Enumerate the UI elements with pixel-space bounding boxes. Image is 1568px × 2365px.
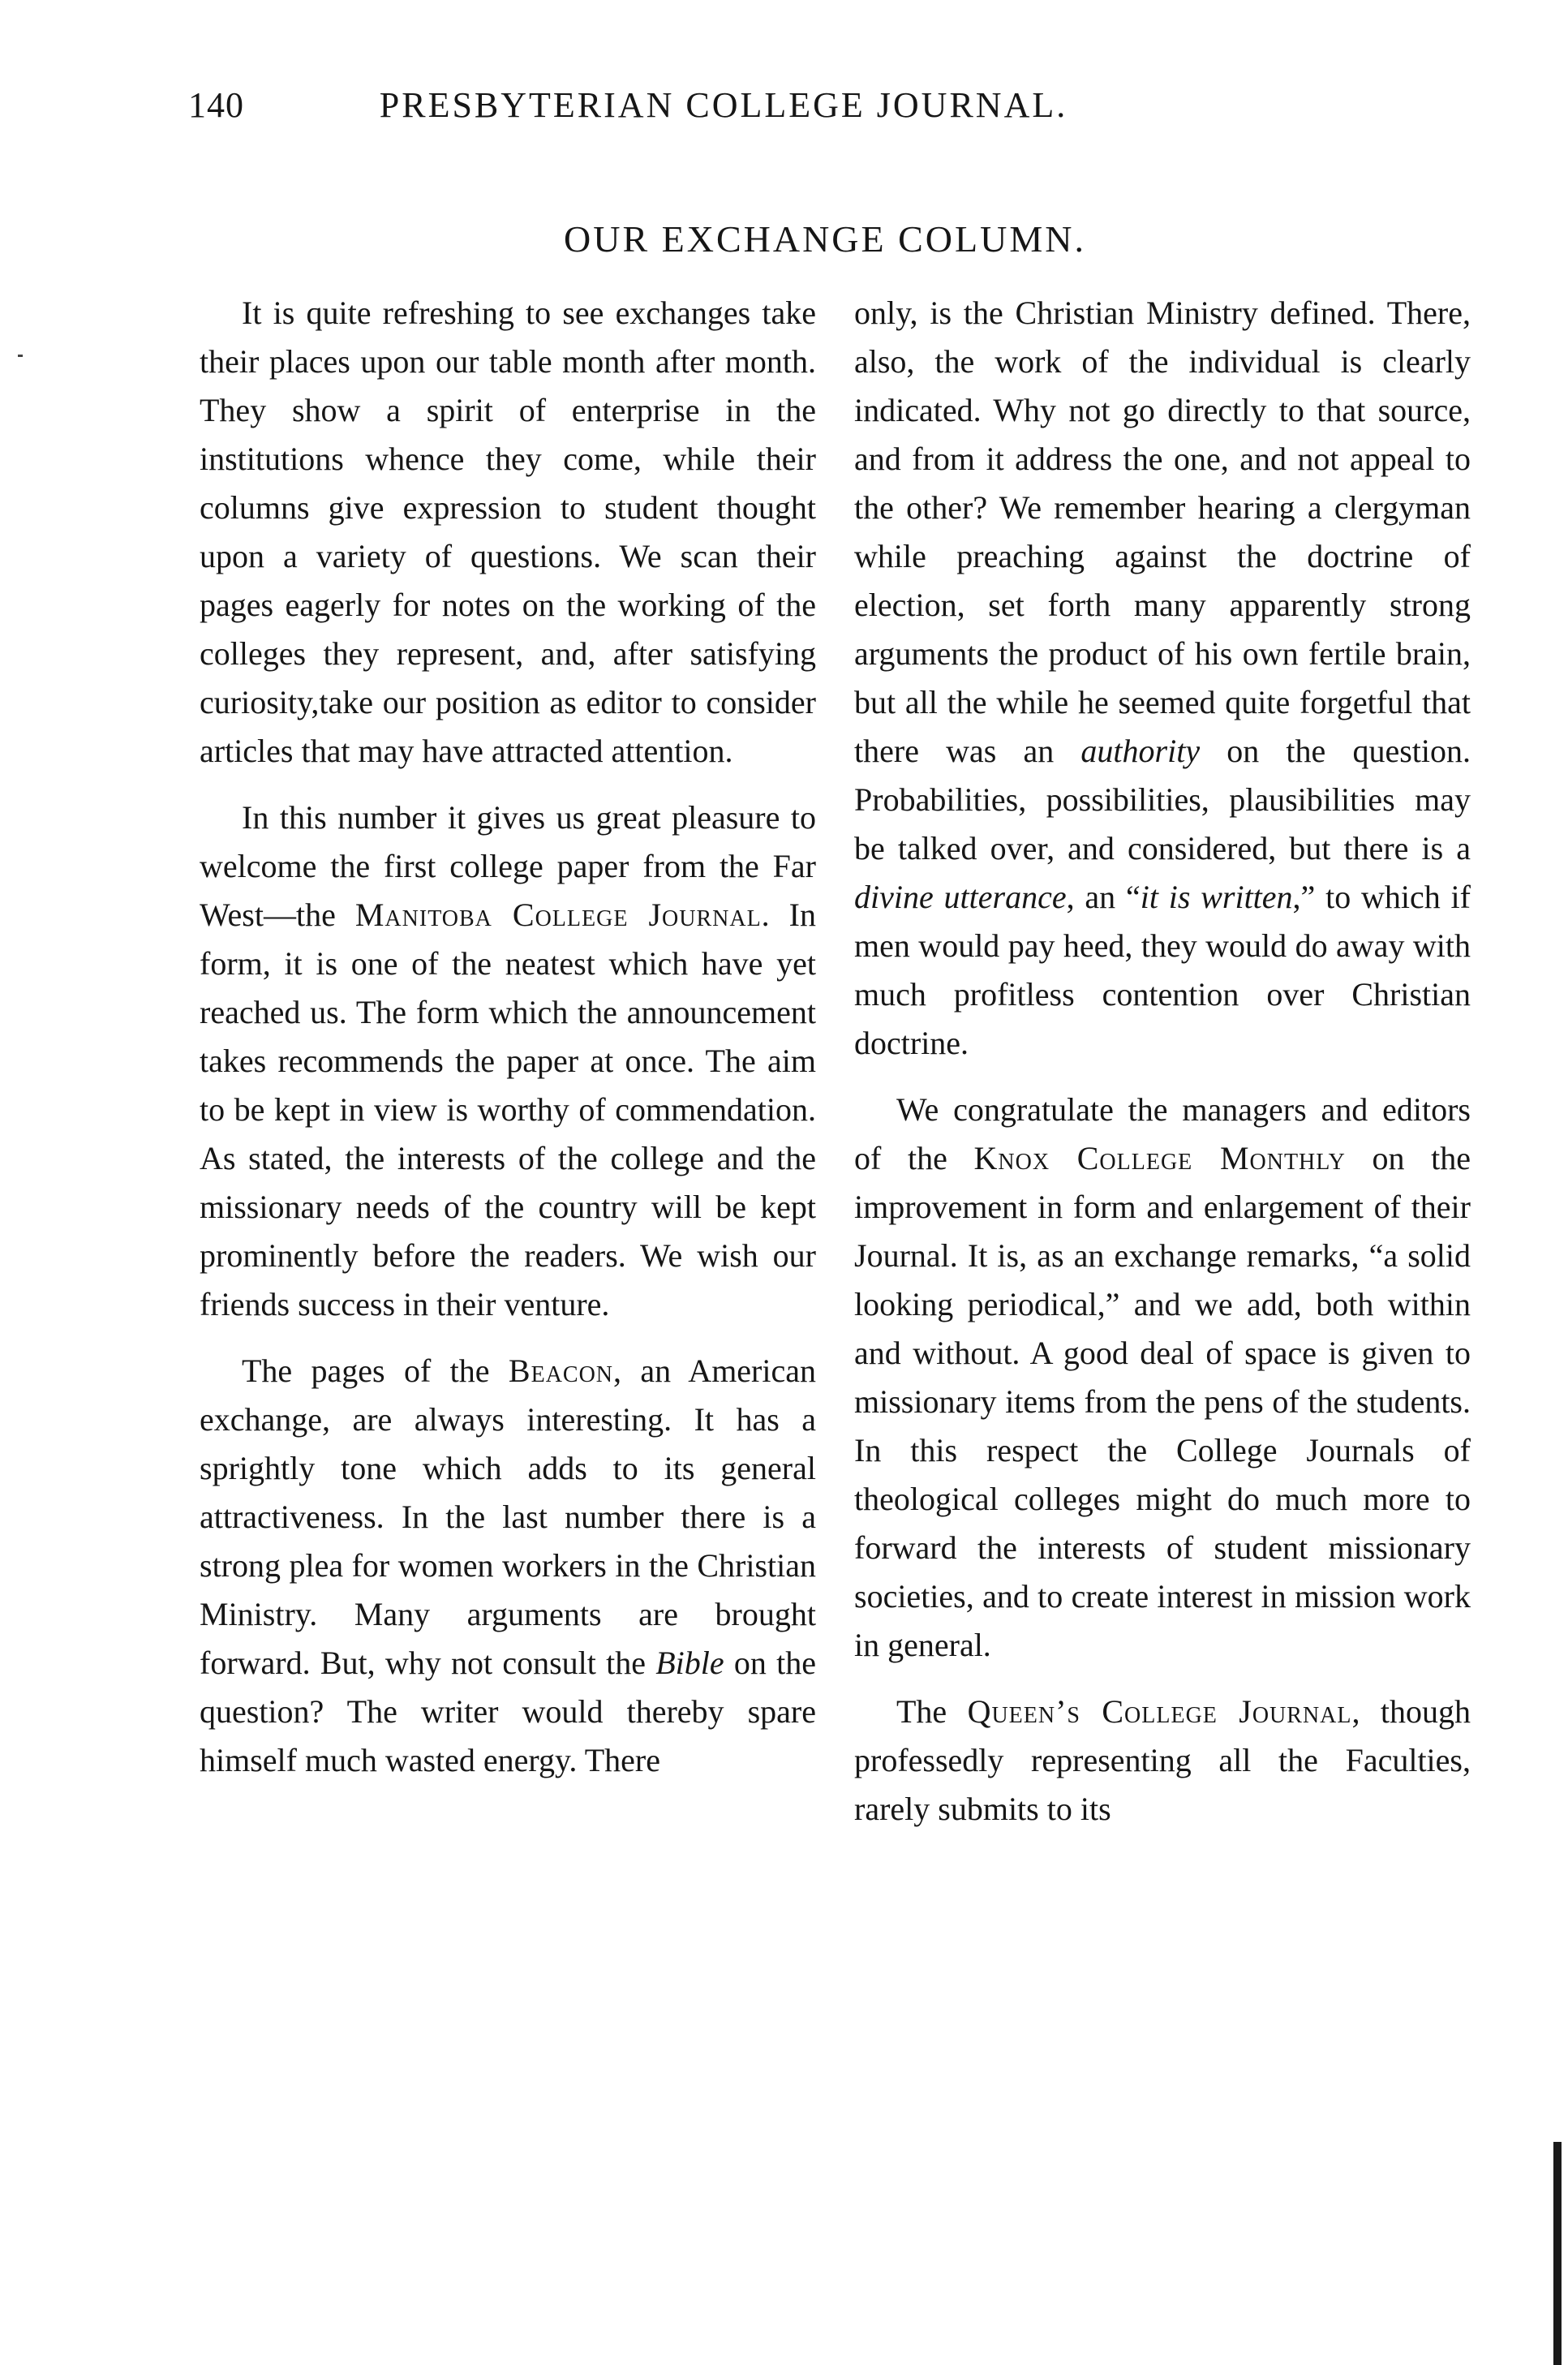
paragraph-exchanges-intro: It is quite refreshing to see exchanges take their places upon our table month after month. They show a spirit of enterprise in the institutions whence they come, while their columns give expression to student thought upon a variety of questions. We scan their pages eagerly for notes on the working of the colleges they represent, and, after satisfying curiosity,take our position as editor to consider articles that may have attracted attention. xyxy=(200,295,816,769)
manitoba-text-a: In this number it gives us great pleasure to welcome the first college paper from the Far West—the xyxy=(200,799,816,933)
it-is-written-phrase: it is written xyxy=(1140,879,1293,915)
manitoba-text-b: . In form, it is one of the neatest which have yet reached us. The form which the announcement takes recommends the paper at once. The aim to be kept in view is worthy of commendation. As stated, the interests of the college and the missionary needs of the country will be kept prominently before the readers. We wish our friends success in their venture. xyxy=(200,897,816,1322)
ministry-text-b: on the question. Probabilities, possibilities, plausibilities may be talked over, and considered, but there is a xyxy=(854,733,1471,866)
paragraph-queens xyxy=(854,1688,1471,1834)
knox-text-b: on the improvement in form and enlargement of their Journal. It is, as an exchange remarks, “a solid looking periodical,” and we add, both within and without. A good deal of space is given to missionary items from the pens of the students. In this respect the College Journals of theological colleges might do much more to forward the interests of student missionary societies, and to create interest in mission work in general. xyxy=(854,1140,1471,1663)
knox-monthly-name: Knox College Monthly xyxy=(973,1140,1346,1176)
page-number: 140 xyxy=(188,85,244,125)
beacon-text-b: , an American exchange, are always interesting. It has a sprightly tone which adds to its general attractiveness. In the last number there is a strong plea for women workers in the Christian Ministry. Many arguments are brought forward. But, why not consult the xyxy=(200,1352,816,1681)
binding-edge-mark xyxy=(1553,2142,1562,2365)
queens-text-a: The xyxy=(896,1693,968,1730)
beacon-text-a: The pages of the xyxy=(242,1352,509,1389)
bible-word: Bible xyxy=(655,1645,724,1681)
left-column xyxy=(200,289,816,1803)
paragraph-knox xyxy=(854,1086,1471,1670)
paragraph-beacon xyxy=(200,1347,816,1785)
divine-utterance-phrase: divine utterance xyxy=(854,879,1067,915)
ministry-text-c: , an “ xyxy=(1066,879,1141,915)
ministry-text-a: only, is the Christian Ministry defined. There, also, the work of the individual is clearly indicated. Why not go directly to that source, and from it address the one, and not appeal to the other? We remember hearing a clergyman while preaching against the doctrine of election, set forth many apparently strong arguments the product of his own fertile brain, but all the while he seemed quite forgetful that there was an xyxy=(854,295,1471,769)
knox-text-a: We congratulate the managers and editors of the xyxy=(854,1091,1471,1176)
section-title: OUR EXCHANGE COLUMN. xyxy=(564,218,1086,260)
queens-journal-name: Queen’s College Journal xyxy=(967,1693,1352,1730)
queens-text-b: , though professedly representing all the Faculties, rarely submits to its xyxy=(854,1693,1471,1827)
journal-title: PRESBYTERIAN COLLEGE JOURNAL. xyxy=(379,85,1068,125)
paragraph-manitoba xyxy=(200,793,816,1329)
manitoba-journal-name: Manitoba College Journal xyxy=(354,897,762,933)
beacon-text-c: on the question? The writer would thereby spare himself much wasted energy. There xyxy=(200,1645,816,1778)
beacon-name: Beacon xyxy=(508,1352,614,1389)
margin-tick-mark xyxy=(18,355,23,357)
right-column xyxy=(854,289,1471,1851)
ministry-text-d: ,” to which if men would pay heed, they would do away with much profitless contention over Christian doctrine. xyxy=(854,879,1471,1061)
running-head xyxy=(188,84,1259,133)
paragraph-ministry-continued xyxy=(854,289,1471,1068)
authority-word: authority xyxy=(1080,733,1201,769)
